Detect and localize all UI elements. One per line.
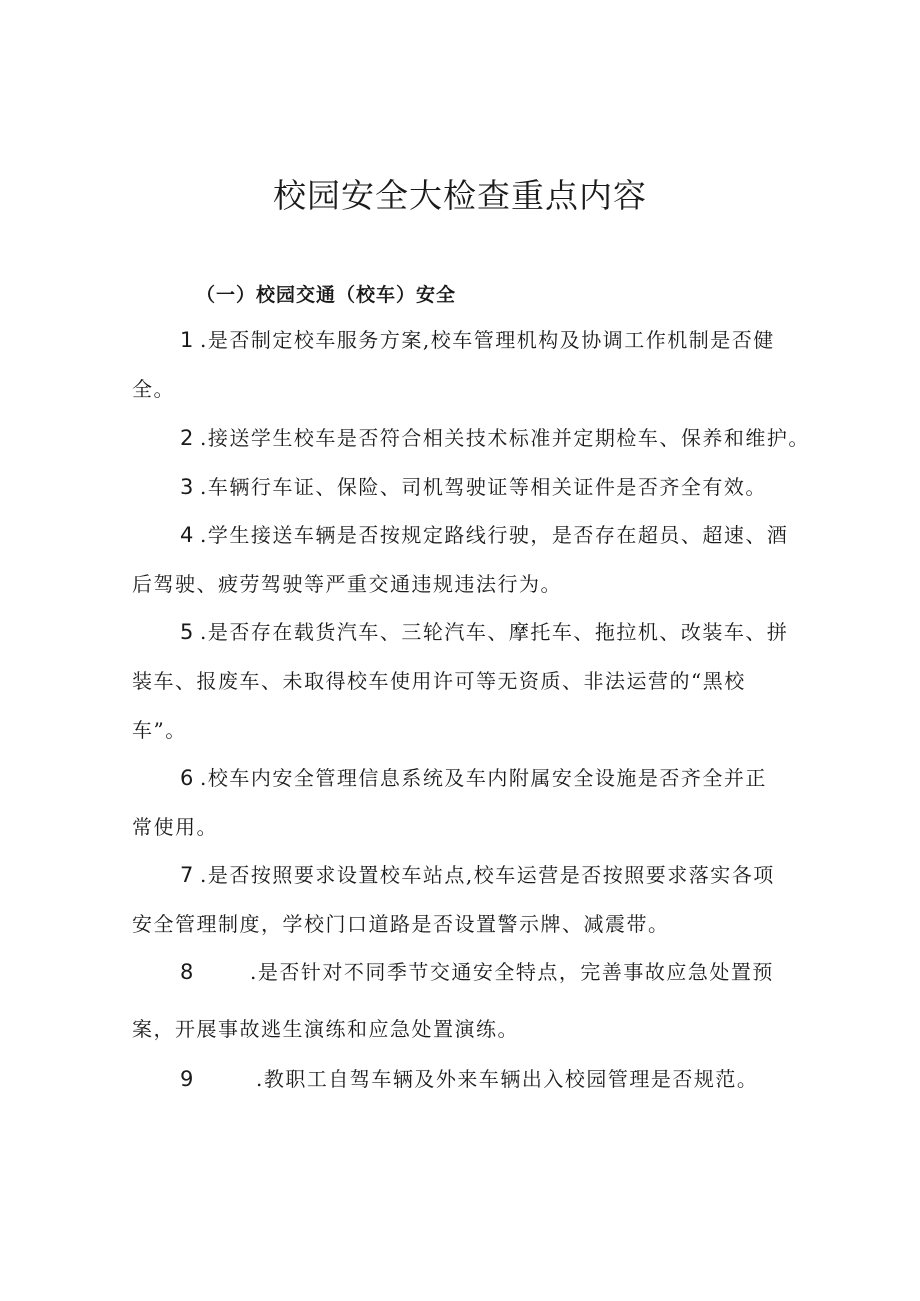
section-heading: （一）校园交通（校车）安全: [196, 284, 457, 306]
item-text: 装车、报废车、未取得校车使用许可等无资质、非法运营的“黑校: [132, 669, 746, 693]
list-item: [132, 959, 797, 1042]
item-text: 全。: [132, 377, 175, 401]
item-number: 3: [180, 475, 195, 499]
list-item: [132, 1066, 797, 1092]
item-text: 车”。: [132, 718, 187, 742]
item-text: .学生接送车辆是否按规定路线行驶，是否存在超员、超速、酒: [200, 523, 789, 547]
item-number: 7: [180, 863, 195, 887]
item-number: 5: [180, 620, 195, 644]
list-item: [132, 474, 797, 500]
list-item: [132, 619, 797, 743]
item-number: 9: [180, 1067, 195, 1091]
item-text: .车辆行车证、保险、司机驾驶证等相关证件是否齐全有效。: [200, 475, 767, 499]
item-number: 8: [180, 960, 195, 984]
item-number: 1: [180, 328, 195, 352]
item-text: .是否针对不同季节交通安全特点，完善事故应急处置预: [250, 960, 774, 984]
item-text: 案，开展事故逃生演练和应急处置演练。: [132, 1017, 519, 1041]
list-item: [132, 425, 810, 451]
list-item: [132, 765, 797, 840]
item-text: 后驾驶、疲劳驾驶等严重交通违规违法行为。: [132, 572, 562, 596]
item-text: .是否制定校车服务方案,校车管理机构及协调工作机制是否健: [200, 328, 775, 352]
list-item: [132, 862, 797, 937]
item-number: 6: [180, 766, 195, 790]
item-number: 2: [180, 426, 195, 450]
item-text: .接送学生校车是否符合相关技术标准并定期检车、保养和维护。: [200, 426, 810, 450]
document-title: 校园安全大检查重点内容: [273, 176, 647, 215]
item-text: 安全管理制度，学校门口道路是否设置警示牌、减震带。: [132, 912, 670, 936]
item-text: .是否按照要求设置校车站点,校车运营是否按照要求落实各项: [200, 863, 775, 887]
item-text: .校车内安全管理信息系统及车内附属安全设施是否齐全并正: [200, 766, 767, 790]
item-text: .教职工自驾车辆及外来车辆出入校园管理是否规范。: [256, 1067, 759, 1091]
item-text: 常使用。: [132, 815, 218, 839]
item-text: .是否存在载货汽车、三轮汽车、摩托车、拖拉机、改装车、拼: [200, 620, 789, 644]
item-number: 4: [180, 523, 195, 547]
list-item: [132, 327, 797, 402]
list-item: [132, 522, 797, 597]
